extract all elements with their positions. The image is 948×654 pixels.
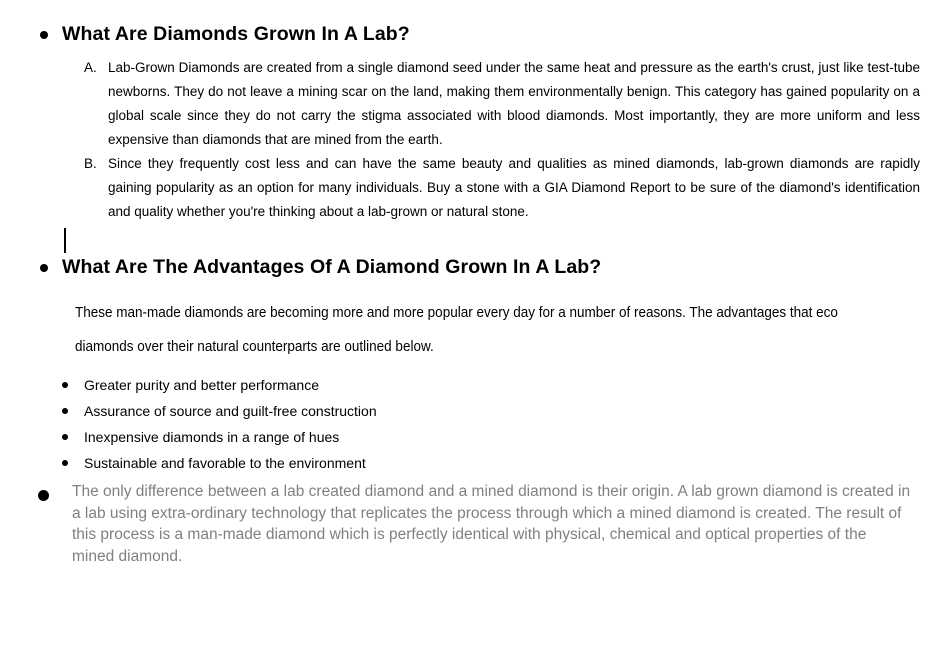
list-marker-a: A.	[84, 60, 97, 75]
advantage-item[interactable]	[62, 450, 377, 476]
bullet-icon	[38, 490, 49, 501]
bullet-icon	[62, 434, 68, 440]
list-item-b[interactable]	[84, 152, 920, 224]
advantage-item-text: Assurance of source and guilt-free construction	[84, 403, 377, 419]
section-1-heading-text: What Are Diamonds Grown In A Lab?	[62, 23, 410, 45]
advantage-item-text: Inexpensive diamonds in a range of hues	[84, 429, 340, 445]
section-2-heading-text: What Are The Advantages Of A Diamond Grown In A Lab?	[62, 256, 602, 278]
advantage-item[interactable]	[62, 372, 377, 398]
advantages-list	[62, 372, 377, 476]
advantage-item[interactable]	[62, 398, 377, 424]
note-item[interactable]	[72, 481, 912, 568]
advantage-item-text: Sustainable and favorable to the environment	[84, 455, 366, 471]
list-item-a[interactable]	[84, 56, 920, 152]
advantage-item[interactable]	[62, 424, 377, 450]
list-marker-b: B.	[84, 156, 97, 171]
section-2-heading[interactable]	[40, 256, 601, 279]
section-1-heading[interactable]	[40, 23, 410, 46]
note-paragraph: The only difference between a lab created diamond and a mined diamond is their origin. A lab grown diamond is created in a lab using extra-ordinary technology that replicates the process through which a mined diamond is created. The result of this process is a man-made diamond which is perfectly identical with physical, chemical and optical properties of the mined diamond.	[72, 483, 911, 566]
text-cursor	[64, 228, 66, 253]
bullet-icon	[40, 31, 48, 39]
advantage-item-text: Greater purity and better performance	[84, 377, 320, 393]
list-item-a-text: Lab-Grown Diamonds are created from a single diamond seed under the same heat and pressure as the earth's crust, just like test-tube newborns. They do not leave a mining scar on the land, making them environmentally benign. This category has gained popularity on a global scale since they do not carry the stigma associated with blood diamonds. Most importantly, they are more uniform and less expensive than diamonds that are mined from the earth.	[108, 60, 920, 147]
bullet-icon	[40, 264, 48, 272]
bullet-icon	[62, 408, 68, 414]
bullet-icon	[62, 382, 68, 388]
bullet-icon	[62, 460, 68, 466]
list-item-b-text: Since they frequently cost less and can have the same beauty and qualities as mined diamonds, lab-grown diamonds are rapidly gaining popularity as an option for many individuals. Buy a stone with a GIA Diamond Report to be sure of the diamond's identification and quality whether you're thinking about a lab-grown or natural stone.	[108, 156, 920, 219]
intro-paragraph[interactable]: These man-made diamonds are becoming more and more popular every day for a number of reasons. The advantages that eco diamonds over their natural counterparts are outlined below.	[75, 304, 838, 355]
